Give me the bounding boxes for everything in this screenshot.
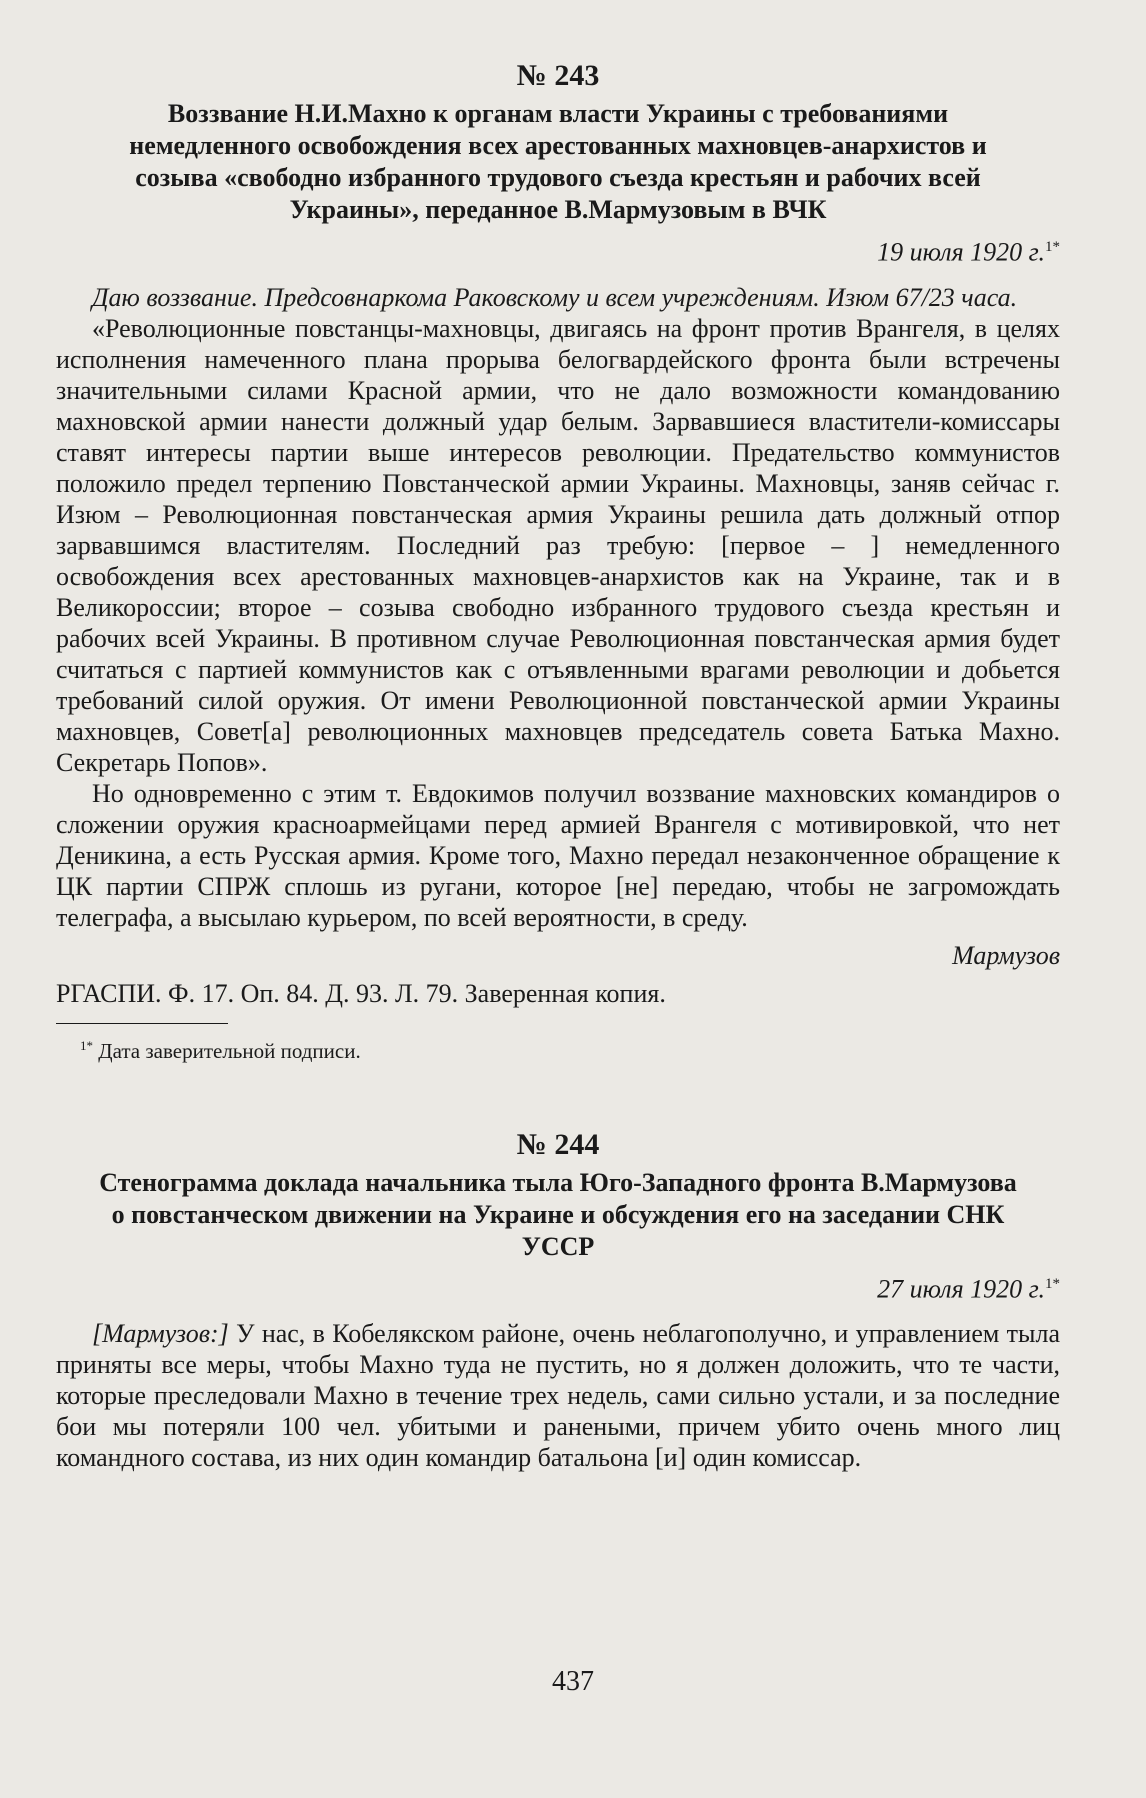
document-title-244: Стенограмма доклада начальника тыла Юго-Западного фронта В.Мармузова о повстанческом движении на Украине и обсуждения его на заседании СНК УССР <box>99 1167 1017 1261</box>
footnote-text: Дата заверительной подписи. <box>98 1038 361 1063</box>
document-date-243 <box>56 230 1060 270</box>
archive-reference: РГАСПИ. Ф. 17. Оп. 84. Д. 93. Л. 79. Заверенная копия. <box>56 978 666 1008</box>
signature: Мармузов <box>952 940 1060 970</box>
document-date-244 <box>56 1267 1060 1307</box>
speaker-label: [Мармузов:] <box>92 1319 229 1349</box>
resolution-note: Даю воззвание. Предсовнаркома Раковскому и всем учреждениям. Изюм 67/23 часа. <box>92 282 1018 312</box>
document-number-244: № 244 <box>516 1127 600 1161</box>
page-content <box>56 58 1060 1473</box>
date-text: 27 июля 1920 г. <box>877 1274 1045 1304</box>
appeal-text: «Революционные повстанцы-махновцы, двигаясь на фронт против Врангеля, в целях исполнения намеченного плана прорыва белогвардейского фронта были встречены значительными силами Красной армии, что не дало возможности командованию махновской армии нанести должный удар белым. Зарвавшиеся властители-комиссары ставят интересы партии выше интересов революции. Предательство коммунистов положило предел терпению Повстанческой армии Украины. Махновцы, заняв сейчас г. Изюм – Революционная повстанческая армия Украины решила дать должный отпор зарвавшимся властителям. Последний раз требую: [первое – ] немедленного освобождения всех арестованных махновцев-анархистов как на Украине, так и в Великороссии; второе – созыва свободно избранного трудового съезда крестьян и рабочих всей Украины. В противном случае Революционная повстанческая армия будет считаться с партией коммунистов как с отъявленными врагами революции и добьется требований силой оружия. От имени Революционной повстанческой армии Украины махновцев, Совет[а] революционных махновцев председатель совета Батька Махно. Секретарь Попов». <box>56 313 1060 777</box>
transcript-paragraph <box>56 1318 1060 1473</box>
page-number: 437 <box>552 1666 594 1697</box>
footnote <box>80 1032 1060 1065</box>
transcript-text: У нас, в Кобелякском районе, очень неблагополучно, и управлением тыла приняты все меры, чтобы Махно туда не пустить, но я должен доложить, что те части, которые преследовали Махно в течение трех недель, сами сильно устали, и за последние бои мы потеряли 100 чел. убитыми и ранеными, причем убито очень много лиц командного состава, из них один командир батальона [и] один комиссар. <box>56 1319 1060 1473</box>
date-footnote-mark: 1* <box>1045 239 1060 255</box>
footnote-divider <box>56 1023 228 1024</box>
spacer <box>56 1089 1060 1127</box>
report-paragraph: Но одновременно с этим т. Евдокимов получил воззвание махновских командиров о сложении оружия красноармейцами перед армией Врангеля с мотивировкой, что нет Деникина, а есть Русская армия. Кроме того, Махно передал незаконченное обращение к ЦК партии СПРЖ сплошь из ругани, которое [не] передаю, чтобы не загромождать телеграфа, а высылаю курьером, по всей вероятности, в среду. <box>56 778 1060 932</box>
document-number-243: № 243 <box>516 59 600 92</box>
date-text: 19 июля 1920 г. <box>877 237 1045 267</box>
footnote-mark: 1* <box>80 1037 93 1053</box>
document-title-243: Воззвание Н.И.Махно к органам власти Украины с требованиями немедленного освобождения всех арестованных махновцев-анархистов и созыва «свободно избранного трудового съезда крестьян и рабочих всей Украины», переданное В.Мармузовым в ВЧК <box>129 99 987 224</box>
date-footnote-mark: 1* <box>1045 1275 1060 1292</box>
